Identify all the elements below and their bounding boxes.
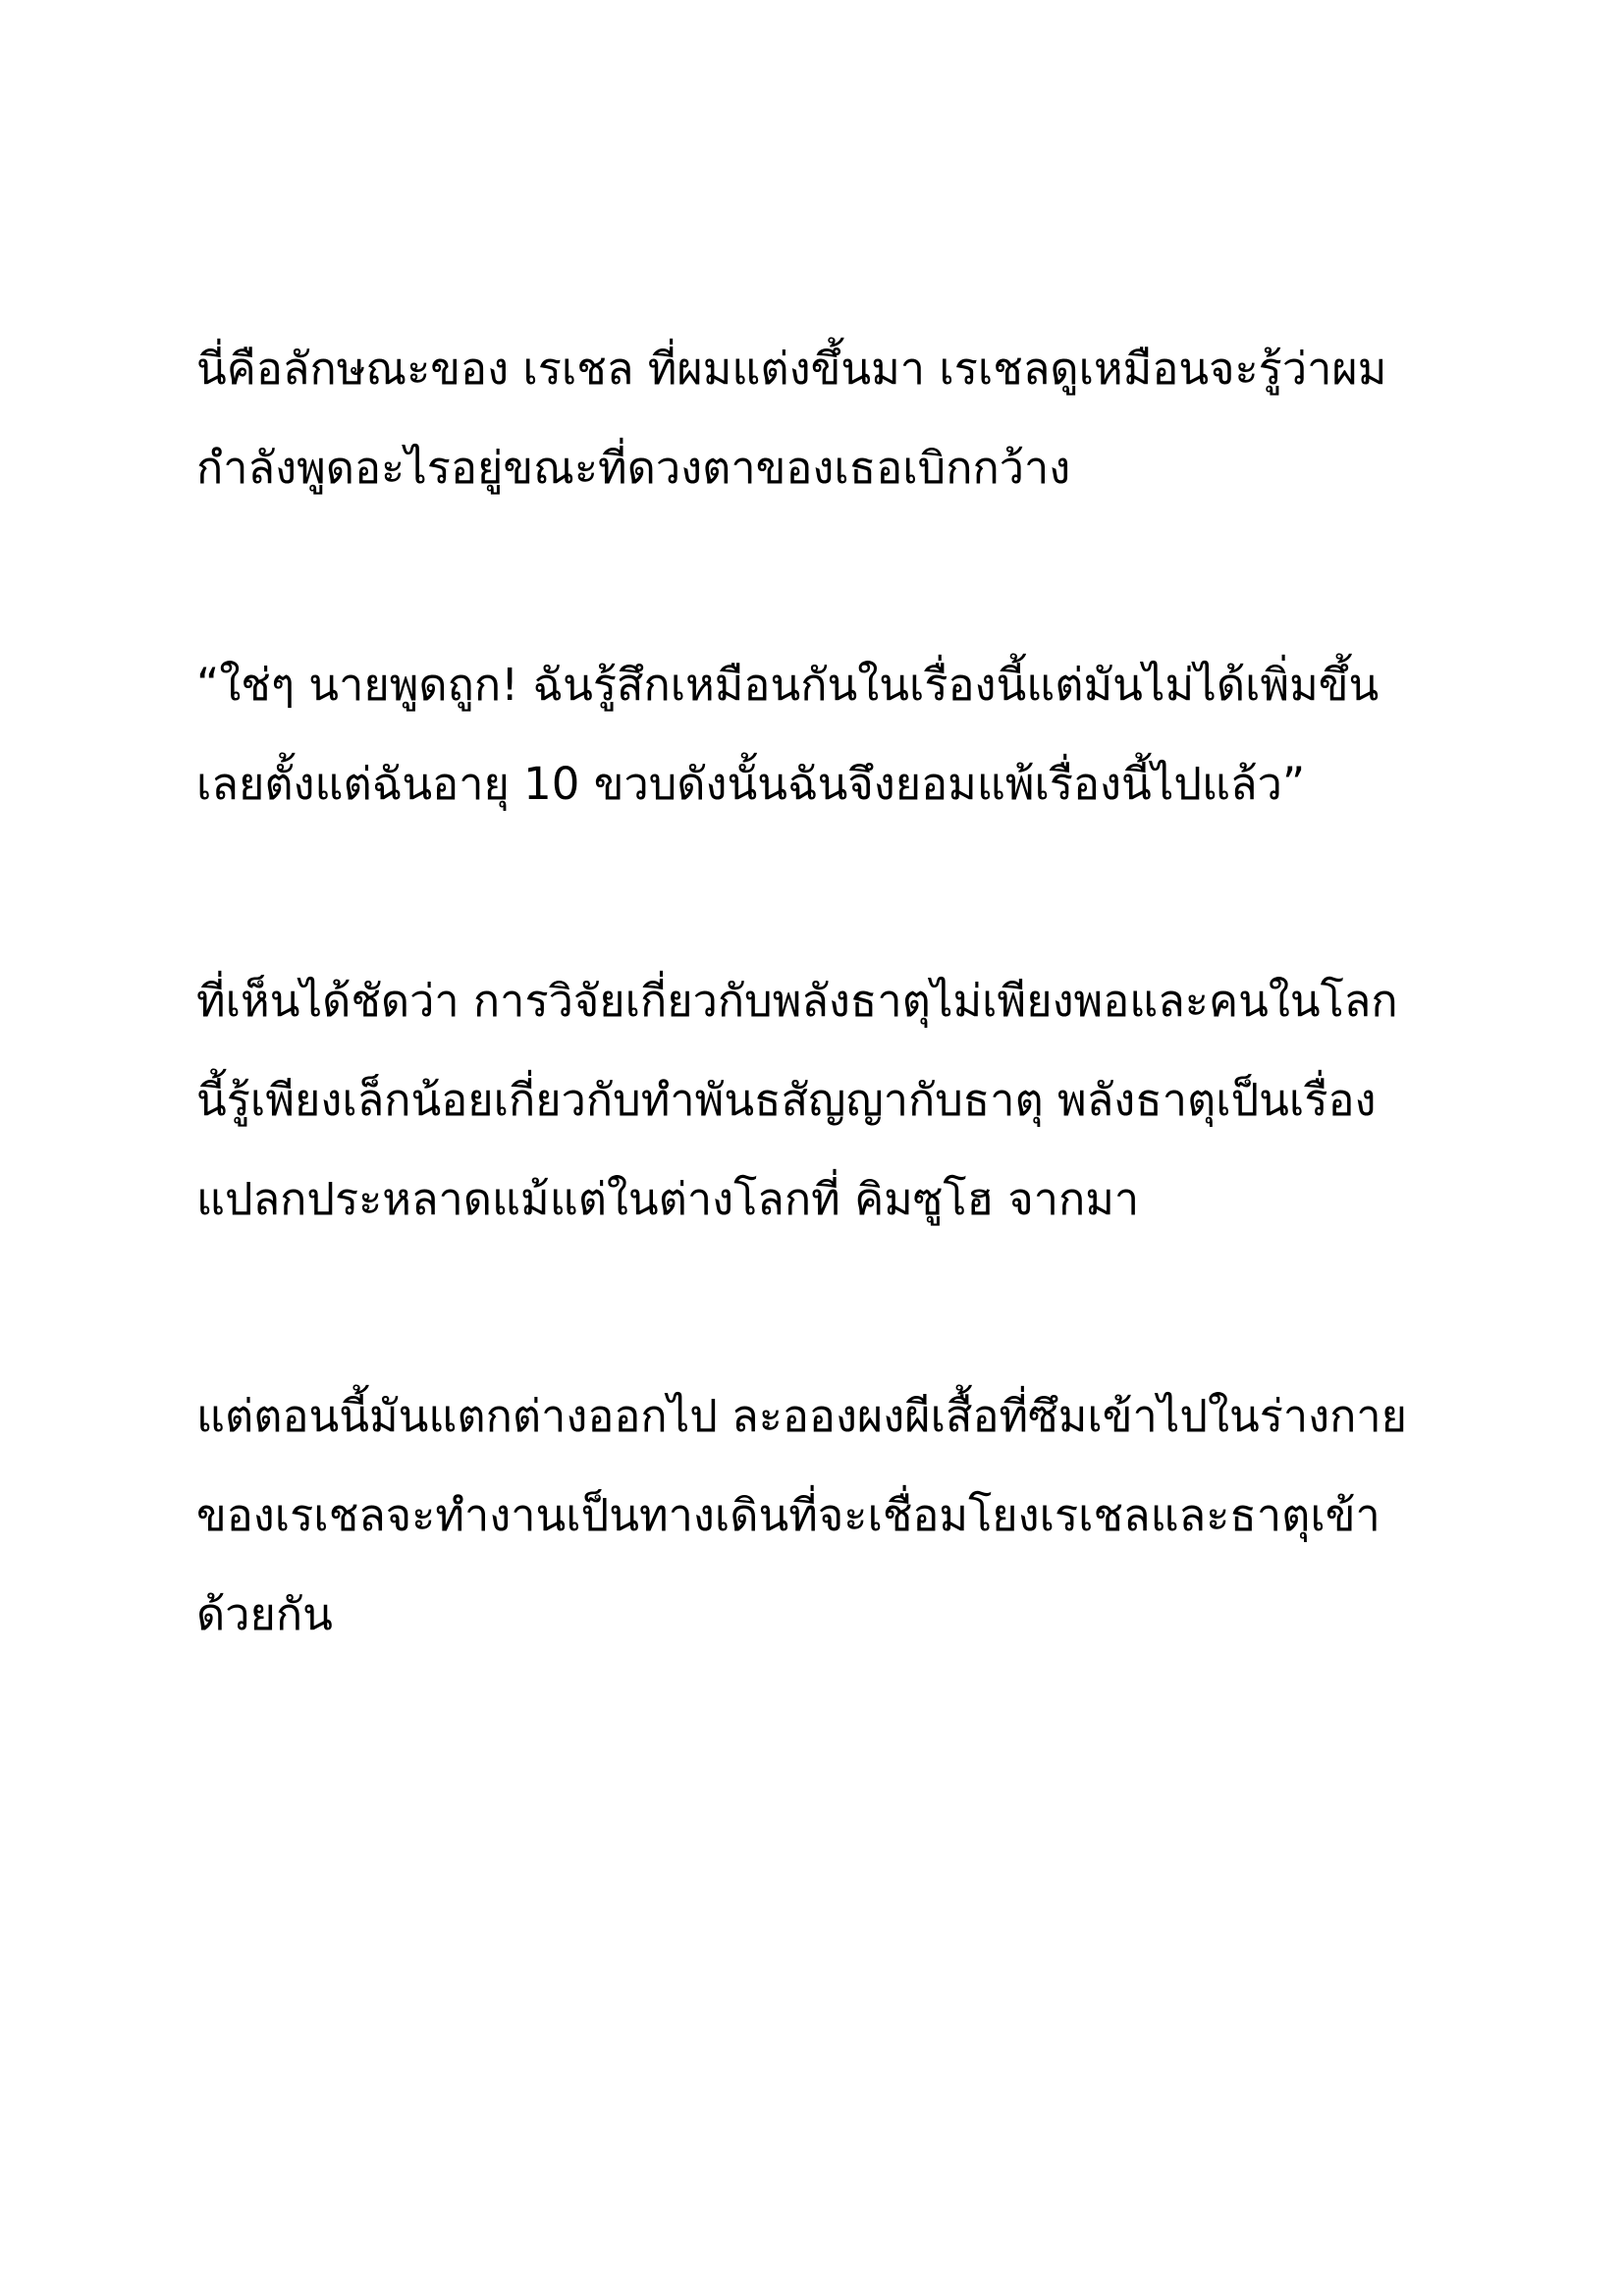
- paragraph-2: [196, 635, 1473, 833]
- text-line: แปลกประหลาดแม้แต่ในต่างโลกที่ คิมซูโฮ จากมา: [196, 1173, 1140, 1225]
- text-line: แต่ตอนนี้มันแตกต่างออกไป ละอองผงผีเสื้อที่ซึมเข้าไปในร่างกาย: [196, 1390, 1408, 1442]
- text-line: เลยตั้งแต่ฉันอายุ 10 ขวบดังนั้นฉันจึงยอมแพ้เรื่องนี้ไปแล้ว”: [196, 758, 1306, 810]
- document-body: [196, 319, 1473, 1782]
- text-line: ด้วยกัน: [196, 1588, 333, 1640]
- text-line: ที่เห็นได้ชัดว่า การวิจัยเกี่ยวกับพลังธาตุไม่เพียงพอและคนในโลก: [196, 975, 1398, 1027]
- text-line: ของเรเชลจะทำงานเป็นทางเดินที่จะเชื่อมโยงเรเชลและธาตุเข้า: [196, 1489, 1380, 1541]
- text-line: นี้รู้เพียงเล็กน้อยเกี่ยวกับทำพันธสัญญากับธาตุ พลังธาตุเป็นเรื่อง: [196, 1074, 1377, 1126]
- text-line: “ใช่ๆ นายพูดถูก! ฉันรู้สึกเหมือนกันในเรื่องนี้แต่มันไม่ได้เพิ่มขึ้น: [196, 659, 1380, 711]
- paragraph-1: [196, 319, 1473, 517]
- text-line: กำลังพูดอะไรอยู่ขณะที่ดวงตาของเธอเบิกกว้าง: [196, 442, 1071, 494]
- paragraph-4: [196, 1366, 1473, 1664]
- paragraph-3: [196, 951, 1473, 1249]
- text-line: นี่คือลักษณะของ เรเชล ที่ผมแต่งขึ้นมา เรเชลดูเหมือนจะรู้ว่าผม: [196, 343, 1387, 395]
